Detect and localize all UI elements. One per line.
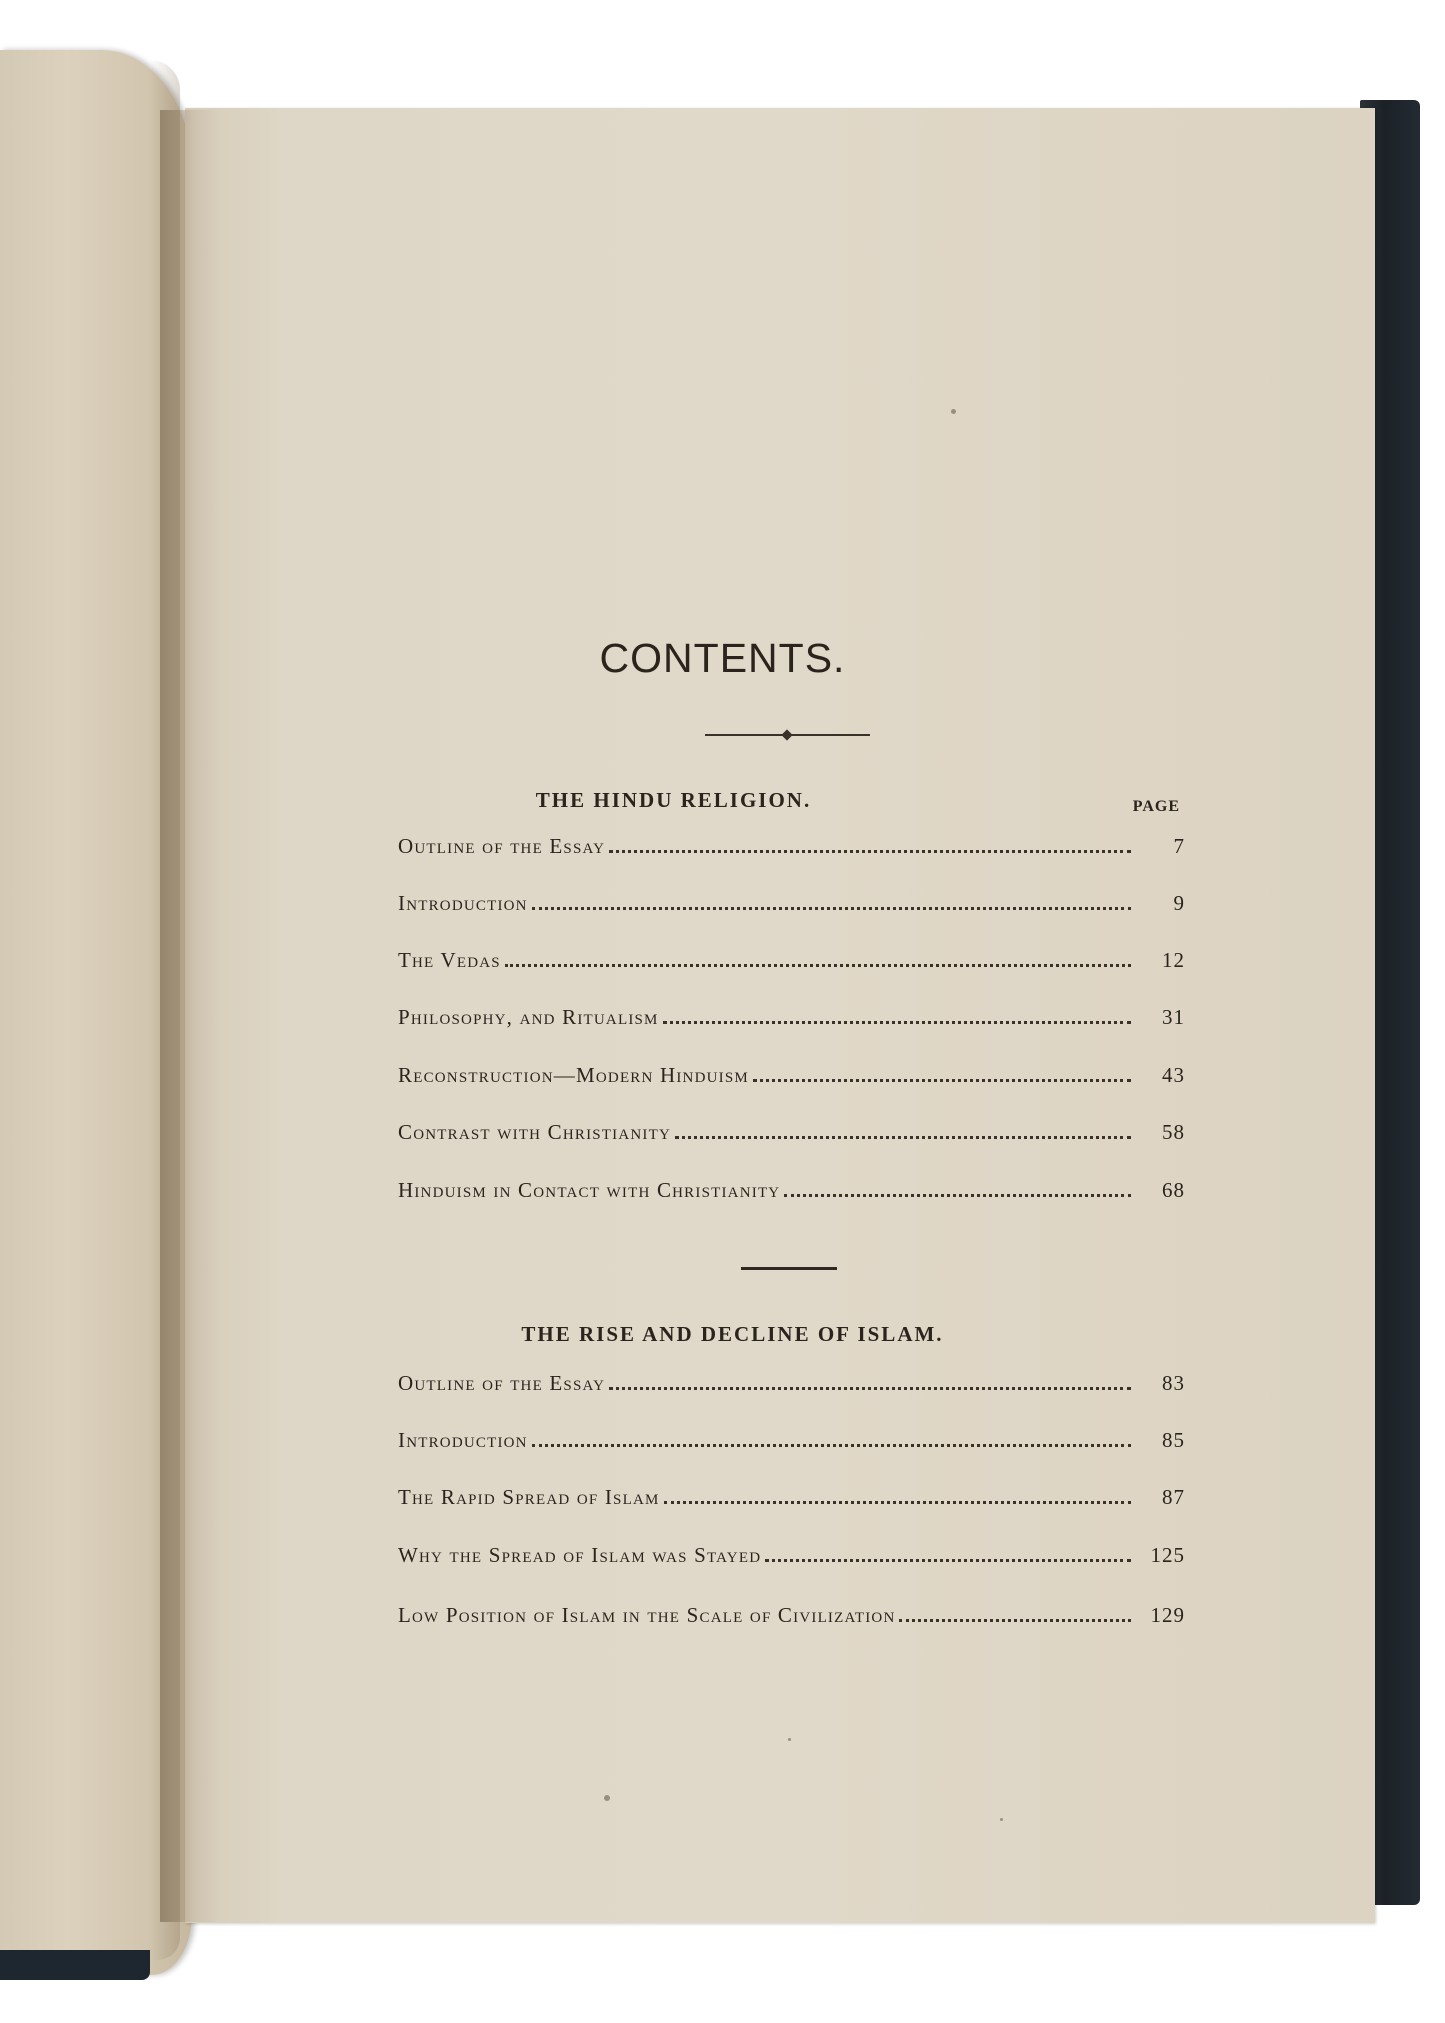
toc-entry-title: The Rapid Spread of Islam bbox=[398, 1485, 660, 1509]
toc-entry bbox=[398, 1543, 1185, 1573]
toc-entry-title: The Vedas bbox=[398, 948, 501, 972]
toc-entry-title: Philosophy, and Ritualism bbox=[398, 1005, 659, 1029]
toc-entry-title: Introduction bbox=[398, 891, 528, 915]
toc-entry-page: 12 bbox=[1162, 948, 1185, 972]
toc-entry bbox=[398, 1603, 1185, 1633]
dot-leader bbox=[609, 1386, 1131, 1390]
paper-speck bbox=[604, 1795, 610, 1801]
cover-board-bottom bbox=[0, 1950, 150, 1980]
toc-entry-title: Outline of the Essay bbox=[398, 1371, 606, 1395]
toc-entry-title: Why the Spread of Islam was Stayed bbox=[398, 1543, 762, 1567]
dot-leader bbox=[609, 849, 1131, 853]
toc-entry-page: 58 bbox=[1162, 1120, 1185, 1144]
paper-speck bbox=[951, 409, 956, 414]
dot-leader bbox=[765, 1558, 1131, 1562]
toc-entry-title: Reconstruction—Modern Hinduism bbox=[398, 1063, 749, 1087]
toc-entry bbox=[398, 1178, 1185, 1208]
toc-entry-title: Contrast with Christianity bbox=[398, 1120, 672, 1144]
dot-leader bbox=[664, 1500, 1131, 1504]
paper-speck bbox=[788, 1738, 791, 1741]
section-heading-islam: THE RISE AND DECLINE OF ISLAM. bbox=[521, 1322, 944, 1346]
page-column-label: PAGE bbox=[1132, 798, 1180, 815]
page-gutter-shadow bbox=[160, 110, 220, 1922]
dot-leader bbox=[532, 906, 1131, 910]
toc-entry bbox=[398, 1005, 1185, 1035]
toc-entry bbox=[398, 1428, 1185, 1458]
toc-entry-page: 43 bbox=[1162, 1063, 1185, 1087]
toc-entry bbox=[398, 891, 1185, 921]
toc-entry-title: Introduction bbox=[398, 1428, 528, 1452]
toc-entry-page: 85 bbox=[1162, 1428, 1185, 1452]
toc-entry bbox=[398, 1371, 1185, 1401]
dot-leader bbox=[784, 1193, 1131, 1197]
toc-entry-title: Low Position of Islam in the Scale of Civilization bbox=[398, 1603, 896, 1627]
toc-entry-page: 9 bbox=[1173, 891, 1185, 915]
dot-leader bbox=[675, 1135, 1131, 1139]
toc-entry-page: 87 bbox=[1162, 1485, 1185, 1509]
toc-entry-page: 31 bbox=[1162, 1005, 1185, 1029]
dot-leader bbox=[663, 1020, 1131, 1024]
toc-entry bbox=[398, 1063, 1185, 1093]
dot-leader bbox=[505, 963, 1131, 967]
toc-entry-page: 83 bbox=[1162, 1371, 1185, 1395]
toc-entry bbox=[398, 834, 1185, 864]
paper-speck bbox=[1000, 1818, 1003, 1821]
toc-entry-title: Outline of the Essay bbox=[398, 834, 606, 858]
toc-entry bbox=[398, 1120, 1185, 1150]
toc-entry-page: 125 bbox=[1150, 1543, 1185, 1567]
section-divider-rule bbox=[741, 1267, 837, 1270]
toc-entry bbox=[398, 1485, 1185, 1515]
toc-entry-title: Hinduism in Contact with Christianity bbox=[398, 1178, 781, 1202]
dot-leader bbox=[899, 1618, 1131, 1622]
contents-title: CONTENTS. bbox=[599, 635, 846, 681]
dot-leader bbox=[753, 1078, 1131, 1082]
section-heading-hindu: THE HINDU RELIGION. bbox=[535, 788, 812, 812]
toc-entry-page: 68 bbox=[1162, 1178, 1185, 1202]
dot-leader bbox=[532, 1443, 1131, 1447]
toc-entry-page: 129 bbox=[1150, 1603, 1185, 1627]
toc-entry bbox=[398, 948, 1185, 978]
toc-entry-page: 7 bbox=[1173, 834, 1185, 858]
